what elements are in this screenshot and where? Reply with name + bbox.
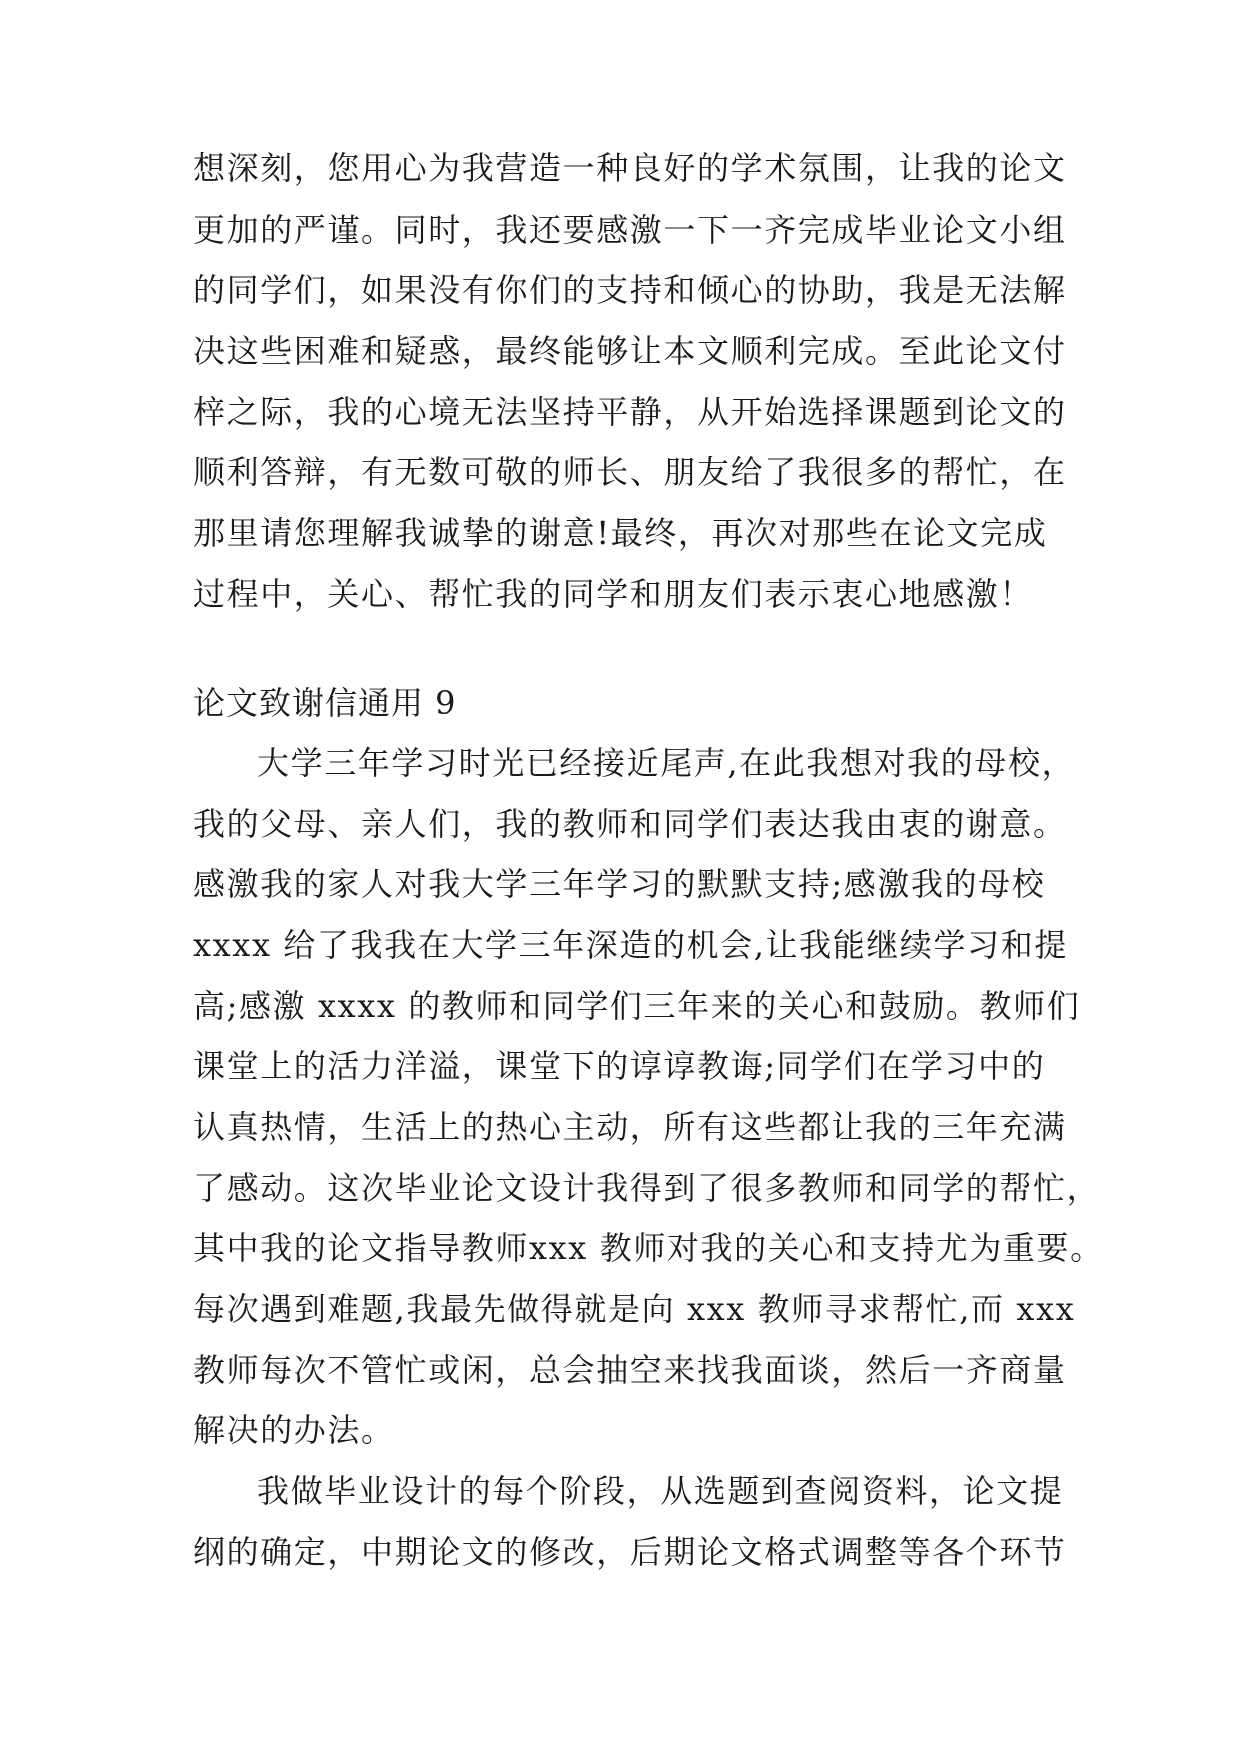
- text-line: xxxx 给了我我在大学三年深造的机会,让我能继续学习和提: [193, 926, 1068, 964]
- text-line: 其中我的论文指导教师xxx 教师对我的关心和支持尤为重要。: [193, 1229, 1104, 1267]
- text-line: 我做毕业设计的每个阶段，从选题到查阅资料，论文提: [257, 1472, 1064, 1510]
- text-line: 高;感激 xxxx 的教师和同学们三年来的关心和鼓励。教师们: [193, 987, 1081, 1025]
- text-line: 梓之际，我的心境无法坚持平静，从开始选择课题到论文的: [193, 393, 1067, 431]
- text-line: 那里请您理解我诚挚的谢意!最终，再次对那些在论文完成: [193, 514, 1048, 552]
- text-line: 每次遇到难题,我最先做得就是向 xxx 教师寻求帮忙,而 xxx: [193, 1290, 1076, 1328]
- text-line: 想深刻，您用心为我营造一种良好的学术氛围，让我的论文: [193, 149, 1067, 187]
- text-line: 课堂上的活力洋溢，课堂下的谆谆教诲;同学们在学习中的: [193, 1047, 1046, 1085]
- text-line: 大学三年学习时光已经接近尾声,在此我想对我的母校，: [257, 744, 1076, 782]
- text-line: 顺利答辩，有无数可敬的师长、朋友给了我很多的帮忙，在: [193, 453, 1067, 491]
- text-line: 教师每次不管忙或闲，总会抽空来找我面谈，然后一齐商量: [193, 1351, 1067, 1389]
- text-line: 解决的办法。: [193, 1411, 395, 1449]
- text-line: 我的父母、亲人们，我的教师和同学们表达我由衷的谢意。: [193, 805, 1067, 843]
- text-line: 纲的确定，中期论文的修改，后期论文格式调整等各个环节: [193, 1533, 1067, 1571]
- text-line: 感激我的家人对我大学三年学习的默默支持;感激我的母校: [193, 865, 1046, 903]
- text-line: 过程中，关心、帮忙我的同学和朋友们表示衷心地感激！: [193, 575, 1034, 613]
- text-line: 的同学们，如果没有你们的支持和倾心的协助，我是无法解: [193, 271, 1067, 309]
- text-line: 了感动。这次毕业论文设计我得到了很多教师和同学的帮忙，: [193, 1169, 1101, 1207]
- text-line: 更加的严谨。同时，我还要感激一下一齐完成毕业论文小组: [193, 211, 1067, 249]
- section-title: 论文致谢信通用 9: [193, 684, 457, 722]
- text-line: 决这些困难和疑惑，最终能够让本文顺利完成。至此论文付: [193, 332, 1067, 370]
- text-line: 认真热情，生活上的热心主动，所有这些都让我的三年充满: [193, 1108, 1067, 1146]
